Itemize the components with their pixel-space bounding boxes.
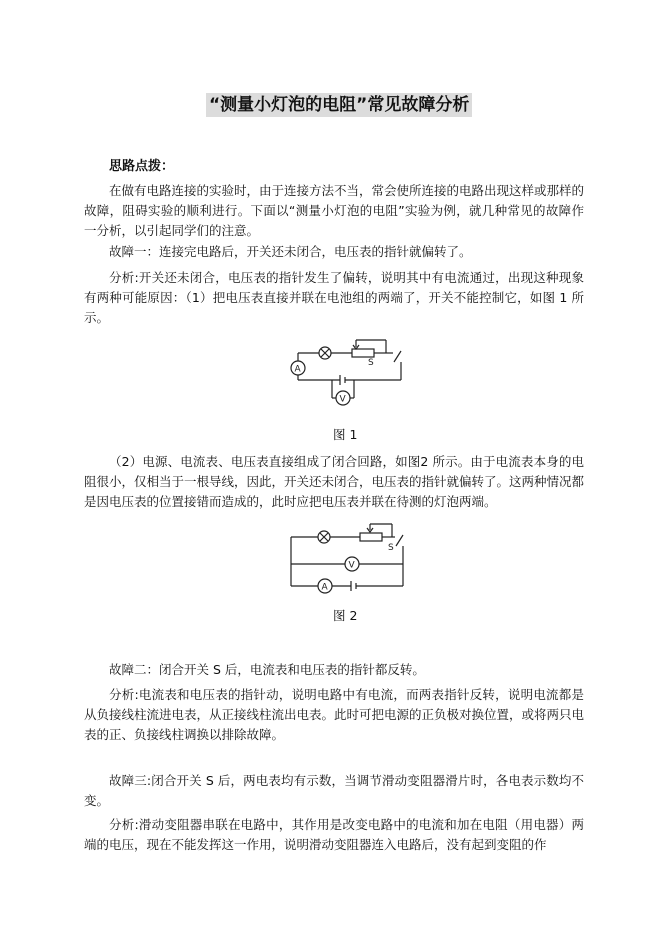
fig1-ammeter-label: A <box>294 364 301 375</box>
fig2-voltmeter-label: V <box>348 560 355 571</box>
fault-three-paragraph: 故障三:闭合开关 S 后，两电表均有示数，当调节滑动变阻器滑片时，各电表示数均不变。 <box>84 773 584 808</box>
figure-1-caption: 图 1 <box>333 427 358 442</box>
fig2-voltmeter <box>345 557 359 571</box>
fig1-voltmeter <box>336 391 350 405</box>
fig1-voltmeter-label: V <box>339 394 346 405</box>
fig2-switch-label: S <box>388 543 394 553</box>
fault-one-paragraph: 故障一：连接完电路后，开关还未闭合，电压表的指针就偏转了。 <box>109 244 472 259</box>
page-title: “测量小灯泡的电阻”常见故障分析 <box>206 93 472 117</box>
fig2-lamp <box>318 531 330 543</box>
fig1-rheostat <box>352 349 374 357</box>
analysis-two-paragraph: （2）电源、电流表、电压表直接组成了闭合回路，如图2 所示。由于电流表本身的电阻很小，仅相当于一根导线，因此，开关还未闭合，电压表的指针就偏转了。这两种情况都是因电压表的位置接错而造成的，此时应把电压表并联在待测的灯泡两端。 <box>84 454 585 509</box>
analysis-three-paragraph: 分析:电流表和电压表的指针动，说明电路中有电流，而两表指针反转，说明电流都是从负接线柱流进电表，从正接线柱流出电表。此时可把电源的正负极对换位置，或将两只电表的正、负接线柱调换以排除故障。 <box>84 687 585 742</box>
analysis-four-paragraph: 分析:滑动变阻器串联在电路中，其作用是改变电路中的电流和加在电阻（用电器）两端的电压，现在不能发挥这一作用，说明滑动变阻器连入电路后，没有起到变阻的作 <box>84 817 584 852</box>
fig2-switch <box>396 535 403 546</box>
fig1-lamp-cross <box>321 349 329 357</box>
fig1-switch <box>394 351 401 362</box>
fig2-ammeter-label: A <box>321 582 328 593</box>
fig2-rheostat <box>360 533 382 541</box>
intro-paragraph: 在做有电路连接的实验时，由于连接方法不当，常会使所连接的电路出现这样或那样的故障，阻碍实验的顺利进行。下面以“测量小灯泡的电阻”实验为例，就几种常见的故障作一分析，以引起同学们的注意。 <box>84 183 585 238</box>
fault-two-paragraph: 故障二：闭合开关 S 后，电流表和电压表的指针都反转。 <box>109 662 425 677</box>
figure-2-caption: 图 2 <box>333 608 358 623</box>
fig2-ammeter <box>318 579 332 593</box>
fig1-ammeter <box>291 361 305 375</box>
fig1-switch-label: S <box>368 358 374 368</box>
analysis-one-paragraph: 分析:开关还未闭合，电压表的指针发生了偏转，说明其中有电流通过，出现这种现象有两种可能原因：（1）把电压表直接并联在电池组的两端了，开关不能控制它，如图 1 所示。 <box>84 270 584 325</box>
section-heading: 思路点拨： <box>109 159 175 174</box>
fig1-lamp <box>319 347 331 359</box>
